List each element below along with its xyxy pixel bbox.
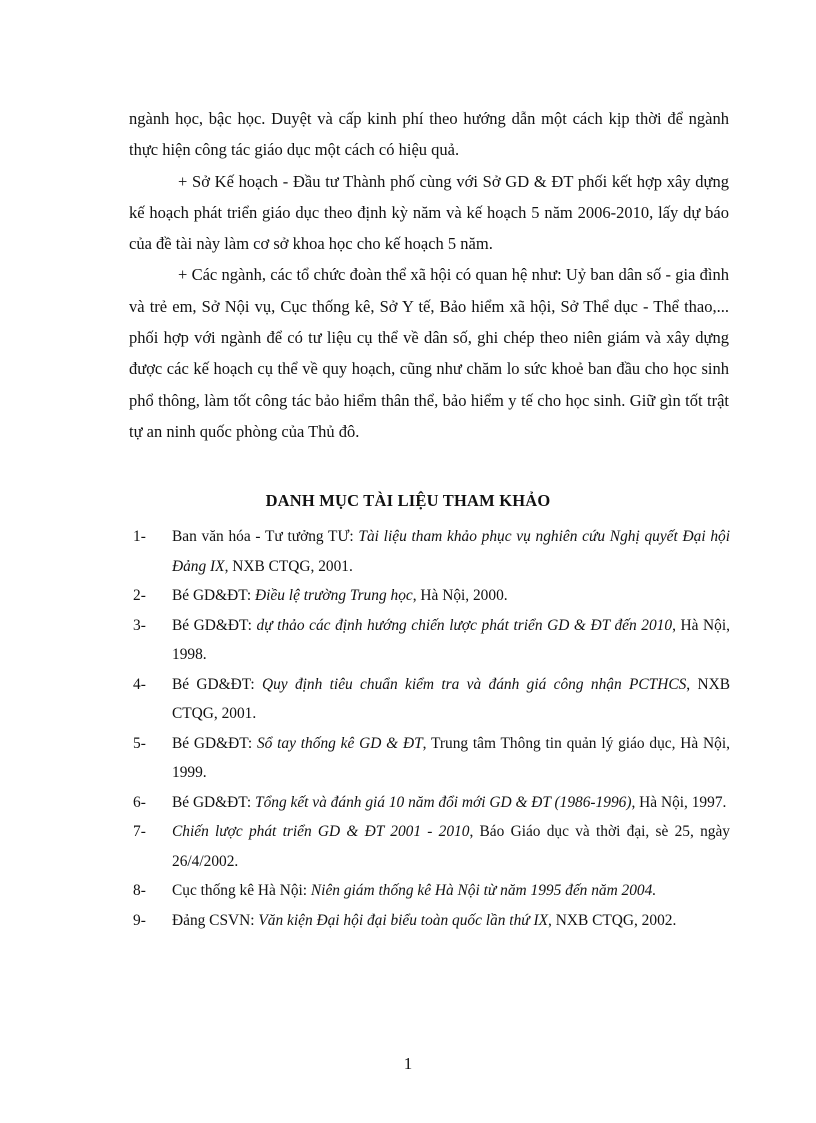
reference-item bbox=[133, 522, 730, 581]
reference-item bbox=[133, 817, 730, 876]
reference-author: Đảng CSVN: bbox=[172, 911, 259, 929]
reference-title: Văn kiện Đại hội đại biểu toàn quốc lần thứ IX bbox=[258, 911, 549, 929]
reference-item bbox=[133, 729, 730, 788]
reference-number: 4- bbox=[133, 675, 146, 693]
reference-title: Chiến lược phát triển GD & ĐT 2001 - 2010 bbox=[172, 823, 470, 840]
body-text bbox=[129, 103, 729, 447]
reference-author: Bé GD&ĐT: bbox=[172, 587, 256, 604]
reference-author: Bé GD&ĐT: bbox=[172, 793, 256, 811]
reference-text bbox=[172, 670, 730, 729]
reference-number: 6- bbox=[133, 793, 146, 811]
reference-publication: , Hà Nội, 1998. bbox=[172, 616, 730, 663]
reference-text bbox=[172, 611, 730, 670]
reference-publication: , NXB CTQG, 2002. bbox=[548, 911, 677, 929]
reference-publication: , Hà Nội, 1997. bbox=[631, 793, 727, 811]
reference-publication: , Trung tâm Thông tin quản lý giáo dục, Hà Nội, 1999. bbox=[172, 734, 730, 781]
reference-author: Bé GD&ĐT: bbox=[172, 734, 257, 752]
reference-author: Cục thống kê Hà Nội: bbox=[172, 882, 311, 899]
reference-title: Niên giám thống kê Hà Nội từ năm 1995 đến năm 2004. bbox=[310, 882, 657, 899]
references-heading: DANH MỤC TÀI LIỆU THAM KHẢO bbox=[265, 491, 551, 510]
reference-author: Ban văn hóa - Tư tưởng TƯ: bbox=[172, 528, 359, 545]
reference-publication: , Báo Giáo dục và thời đại, sè 25, ngày 26/4/2002. bbox=[172, 823, 730, 870]
reference-item bbox=[133, 876, 730, 906]
reference-author: Bé GD&ĐT: bbox=[172, 675, 262, 693]
reference-text bbox=[172, 522, 730, 581]
reference-text bbox=[172, 817, 730, 876]
reference-number: 2- bbox=[133, 587, 146, 604]
reference-number: 3- bbox=[133, 616, 146, 634]
reference-text bbox=[172, 581, 730, 611]
references-list bbox=[133, 522, 730, 935]
reference-item bbox=[133, 906, 730, 936]
reference-text bbox=[172, 906, 730, 936]
reference-text bbox=[172, 788, 730, 818]
reference-title: Quy định tiêu chuẩn kiểm tra và đánh giá công nhận PCTHCS bbox=[261, 675, 687, 693]
reference-author: Bé GD&ĐT: bbox=[172, 616, 257, 634]
reference-publication: , Hà Nội, 2000. bbox=[412, 587, 508, 604]
reference-title: Tài liệu tham khảo phục vụ nghiên cứu Nghị quyết Đại hội Đảng IX bbox=[172, 528, 731, 575]
reference-publication: , NXB CTQG, 2001. bbox=[224, 557, 353, 575]
reference-text bbox=[172, 729, 730, 788]
reference-item bbox=[133, 581, 730, 611]
reference-number: 1- bbox=[133, 528, 146, 545]
reference-number: 9- bbox=[133, 911, 146, 929]
reference-title: Sổ tay thống kê GD & ĐT bbox=[256, 734, 423, 752]
reference-number: 5- bbox=[133, 734, 146, 752]
paragraph: + Các ngành, các tổ chức đoàn thể xã hội có quan hệ như: Uỷ ban dân số - gia đình và trẻ em, Sở Nội vụ, Cục thống kê, Sở Y tế, Bảo hiểm xã hội, Sở Thể dục - Thể thao,... phối hợp với ngành để có tư liệu cụ thể về dân số, ghi chép theo niên giám và xây dựng được các kế hoạch cụ thể về quy hoạch, cũng như chăm lo sức khoẻ ban đầu cho học sinh phổ thông, làm tốt công tác bảo hiểm thân thể, bảo hiểm y tế cho học sinh. Giữ gìn tốt trật tự an ninh quốc phòng của Thủ đô. bbox=[129, 265, 729, 441]
reference-item bbox=[133, 788, 730, 818]
paragraph: + Sở Kế hoạch - Đầu tư Thành phố cùng với Sở GD & ĐT phối kết hợp xây dựng kế hoạch phát triển giáo dục theo định kỳ năm và kế hoạch 5 năm 2006-2010, lấy dự báo của đề tài này làm cơ sở khoa học cho kế hoạch 5 năm. bbox=[129, 171, 729, 254]
reference-number: 8- bbox=[133, 882, 146, 899]
reference-publication: , NXB CTQG, 2001. bbox=[172, 675, 730, 722]
reference-title: Điều lệ trường Trung học bbox=[255, 587, 413, 604]
page-number: 1 bbox=[403, 1054, 413, 1073]
paragraph: ngành học, bậc học. Duyệt và cấp kinh phí theo hướng dẫn một cách kịp thời để ngành thực hiện công tác giáo dục một cách có hiệu quả. bbox=[129, 109, 729, 160]
reference-title: dự thảo các định hướng chiến lược phát triển GD & ĐT đến 2010 bbox=[256, 616, 673, 634]
reference-item bbox=[133, 670, 730, 729]
reference-text bbox=[172, 876, 730, 906]
reference-title: Tổng kết và đánh giá 10 năm đổi mới GD & ĐT (1986-1996) bbox=[255, 793, 632, 811]
reference-item bbox=[133, 611, 730, 670]
reference-number: 7- bbox=[133, 823, 146, 840]
